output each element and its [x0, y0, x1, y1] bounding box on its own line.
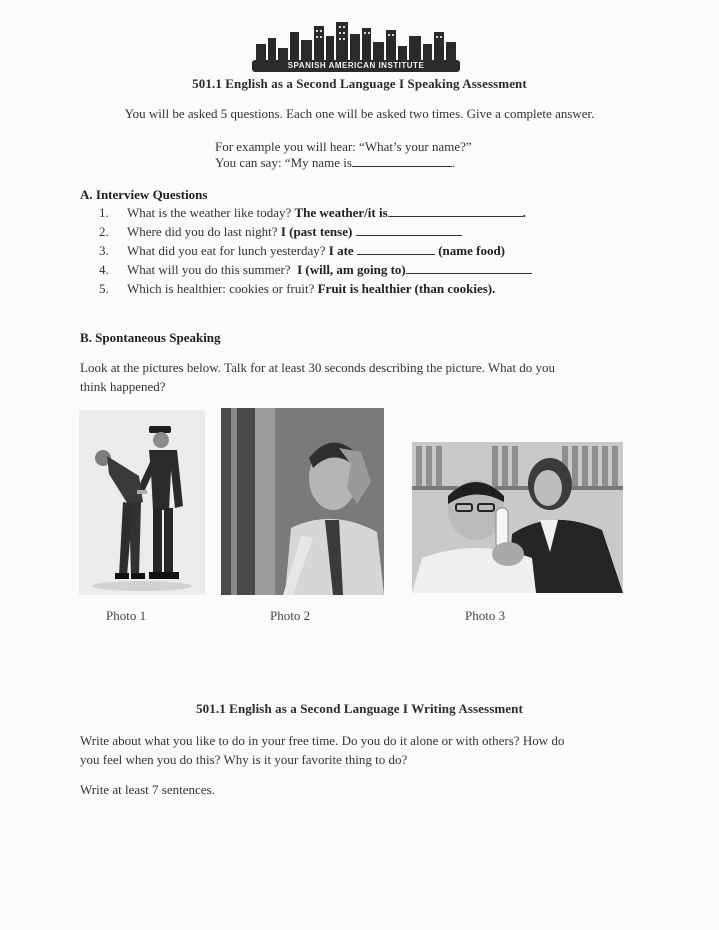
- photo-2-image: [221, 408, 384, 595]
- speaking-intro: You will be asked 5 questions. Each one will be asked two times. Give a complete answer.: [124, 106, 595, 121]
- writing-instruction: Write at least 7 sentences.: [80, 782, 215, 797]
- speaking-title: 501.1 English as a Second Language I Speaking Assessment: [192, 76, 527, 91]
- question-text: What did you eat for lunch yesterday?: [127, 243, 326, 258]
- photo-1-image: [79, 410, 205, 595]
- interview-heading: A. Interview Questions: [80, 187, 208, 202]
- writing-text-line-1: Write about what you like to do in your free time. Do you do it alone or with others? How do: [80, 733, 565, 748]
- answer-blank: [388, 205, 523, 217]
- writing-text-line-2: you feel when you do this? Why is it your favorite thing to do?: [80, 752, 408, 767]
- spontaneous-instructions: [80, 358, 660, 396]
- question-number: 4.: [99, 262, 109, 277]
- interview-question-4: [99, 260, 619, 279]
- question-text: Which is healthier: cookies or fruit?: [127, 281, 315, 296]
- answer-prompt: I (past tense): [280, 224, 353, 239]
- distressed-man-icon: [221, 408, 384, 595]
- interview-question-2: [99, 222, 619, 241]
- photo-1-caption: Photo 1: [106, 608, 147, 623]
- spontaneous-heading: B. Spontaneous Speaking: [80, 330, 221, 345]
- question-number: 1.: [99, 205, 109, 220]
- answer-prompt: The weather/it is: [294, 205, 388, 220]
- answer-blank: [406, 262, 532, 274]
- question-text: What will you do this summer?: [127, 262, 291, 277]
- spontaneous-text-line-2: think happened?: [80, 379, 166, 394]
- question-text: Where did you do last night?: [127, 224, 278, 239]
- question-number: 3.: [99, 243, 109, 258]
- example-line-2-suffix: .: [451, 155, 456, 170]
- spontaneous-text-line-1: Look at the pictures below. Talk for at least 30 seconds describing the picture. What do you: [80, 360, 556, 375]
- example-line-2-prefix: You can say: “My name is: [215, 155, 352, 170]
- example-name-blank: [352, 155, 452, 167]
- writing-title: 501.1 English as a Second Language I Writing Assessment: [196, 701, 523, 716]
- answer-prompt: Fruit is healthier (than cookies).: [317, 281, 496, 296]
- answer-tail: (name food): [438, 243, 506, 258]
- example-line-1: For example you will hear: “What’s your name?”: [215, 139, 472, 154]
- photo-3-caption: Photo 3: [465, 608, 506, 623]
- institute-logo: [252, 20, 460, 72]
- answer-blank: [357, 243, 435, 255]
- photo-3-image: [412, 442, 623, 593]
- example-line-2: [215, 153, 455, 172]
- logo-text: SPANISH AMERICAN INSTITUTE: [287, 61, 425, 70]
- question-number: 5.: [99, 281, 109, 296]
- writing-prompt: [80, 731, 680, 769]
- interview-question-1: [99, 203, 619, 222]
- office-phone-call-icon: [412, 442, 623, 593]
- answer-prompt: I ate: [328, 243, 354, 258]
- police-arrest-icon: [79, 410, 205, 595]
- photo-2-caption: Photo 2: [270, 608, 311, 623]
- interview-question-5: [99, 279, 619, 298]
- question-text: What is the weather like today?: [127, 205, 292, 220]
- answer-prompt: I (will, am going to): [297, 262, 406, 277]
- question-number: 2.: [99, 224, 109, 239]
- answer-blank: [356, 224, 462, 236]
- interview-question-list: [99, 203, 619, 298]
- answer-tail: .: [522, 205, 526, 220]
- interview-question-3: [99, 241, 619, 260]
